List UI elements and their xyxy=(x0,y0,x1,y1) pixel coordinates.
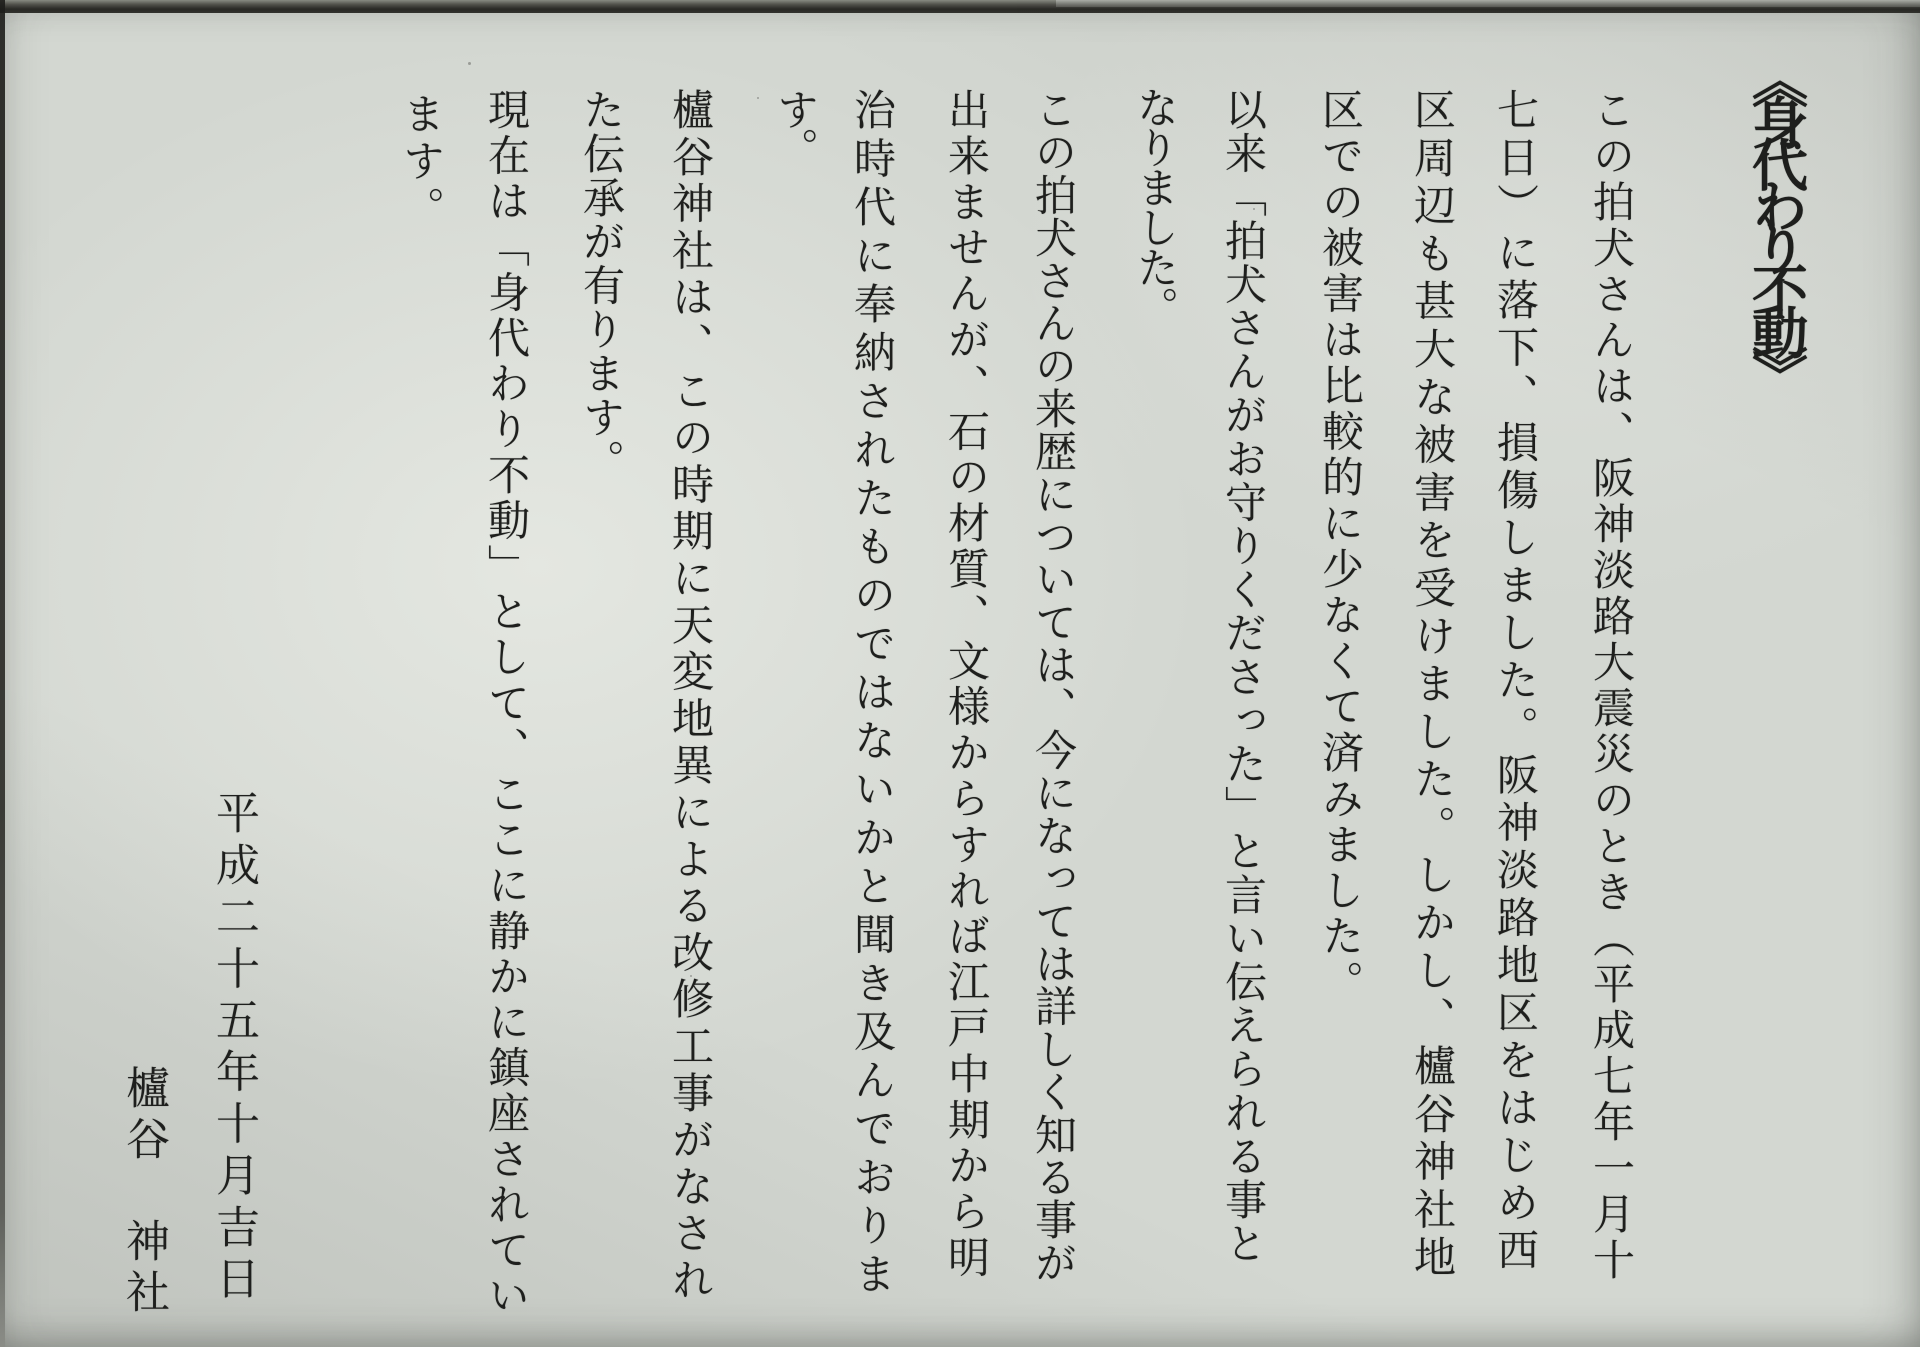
text-column-1: この拍犬さんは、阪神淡路大震災のとき（平成七年一月十 xyxy=(1587,88,1636,1284)
text-column-13: 現在は「身代わり不動」として、ここに静かに鎮座されてい xyxy=(482,88,531,1320)
text-column-14: ます。 xyxy=(397,92,446,233)
dust-speck xyxy=(468,62,471,65)
text-column-5: 以来「拍犬さんがお守りくださった」と言い伝えられる事と xyxy=(1219,88,1268,1266)
dust-speck xyxy=(690,975,692,977)
notice-title: 《身代わり不動》 xyxy=(1743,52,1809,388)
text-column-3: 区周辺も甚大な被害を受けました。しかし、櫨谷神社地 xyxy=(1408,88,1457,1283)
text-column-12: た伝承が有ります。 xyxy=(577,88,626,484)
text-column-8: 出来ませんが、石の材質、文様からすれば江戸中期から明 xyxy=(942,88,991,1282)
text-column-10: す。 xyxy=(771,88,820,166)
signature-column: 櫨谷 神社 xyxy=(118,1065,169,1320)
dust-speck xyxy=(1253,208,1255,210)
text-column-6: なりました。 xyxy=(1131,86,1180,326)
text-column-9: 治時代に奉納されたものではないかと聞き及んでおりま xyxy=(848,88,897,1301)
text-column-11: 櫨谷神社は、この時期に天変地異による改修工事がなされ xyxy=(666,88,715,1305)
dust-speck xyxy=(757,97,759,99)
text-column-2: 七日）に落下、損傷しました。阪神淡路地区をはじめ西 xyxy=(1491,88,1540,1276)
text-column-7: この拍犬さんの来歴については、今になっては詳しく知る事が xyxy=(1029,88,1078,1284)
date-column: 平成二十五年十月吉日 xyxy=(208,790,259,1307)
frame-top-edge xyxy=(0,0,1920,13)
frame-left-edge xyxy=(0,0,5,1347)
text-column-4: 区での被害は比較的に少なくて済みました。 xyxy=(1316,88,1365,1006)
